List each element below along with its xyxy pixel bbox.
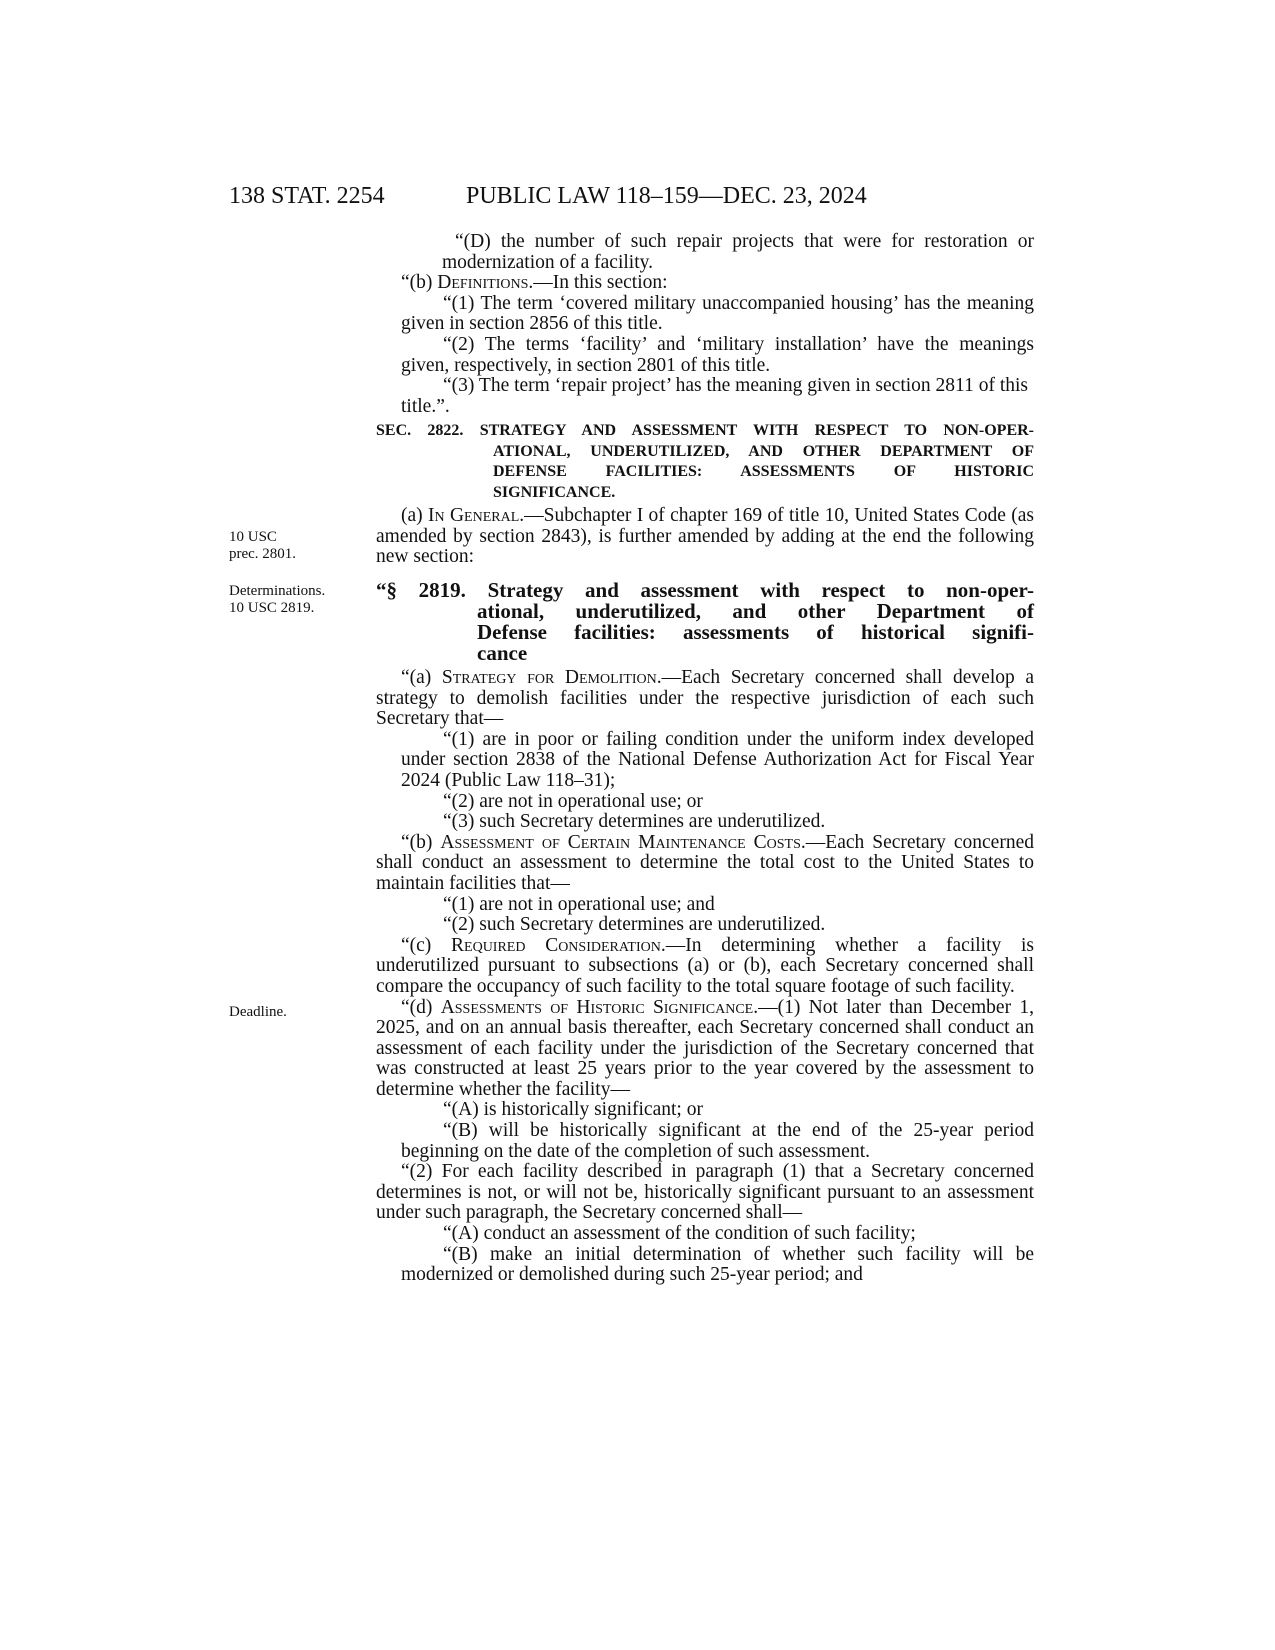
- subsection-b-definitions: [376, 273, 1034, 294]
- section-2819-body: [376, 668, 1034, 1286]
- prior-section-text: [376, 232, 1034, 417]
- margin-usc-line1: 10 USC: [229, 529, 277, 545]
- subsection-d-A: “(A) is historically significant; or: [443, 1099, 703, 1121]
- subsection-a-2: “(2) are not in operational use; or: [443, 790, 703, 812]
- definition-2: “(2) The terms ‘facility’ and ‘military installation’ have the meanings given, respectively, in section 2801 of this title.: [401, 333, 1034, 376]
- subsection-b-2: “(2) such Secretary determines are underutilized.: [443, 914, 826, 936]
- subsection-d-2-A: “(A) conduct an assessment of the condition of such facility;: [443, 1223, 916, 1245]
- rest-sub-a: .—Each Secretary concerned shall develop a strategy to demolish facilities under the respective jurisdiction of each such Secretary that—: [376, 667, 1034, 730]
- open-b: “(b): [401, 272, 438, 294]
- section-2819-heading: [376, 580, 1034, 664]
- s2819-line1: “§ 2819. Strategy and assessment with respect to non-oper-: [376, 578, 1034, 602]
- heading-definitions: Definitions: [437, 272, 529, 294]
- section-2822-heading: [376, 421, 1034, 503]
- page-stat-number: 138 STAT. 2254: [229, 183, 385, 209]
- item-d: “(D) the number of such repair projects that were for restoration or modernization of a facility.: [442, 231, 1034, 273]
- open-sub-d: “(d): [401, 996, 441, 1018]
- heading-maintenance-costs: Assessment of Certain Maintenance Costs: [440, 831, 801, 853]
- heading-in-general: In General: [428, 505, 520, 526]
- sec-heading-line2: ATIONAL, UNDERUTILIZED, AND OTHER DEPARTMENT OF: [493, 442, 1034, 460]
- subsection-a-1: “(1) are in poor or failing condition under the uniform index developed under section 2838 of the National Defense Authorization Act for Fiscal Year 2024 (Public Law 118–31);: [401, 728, 1034, 791]
- subsection-b-1: “(1) are not in operational use; and: [443, 893, 715, 915]
- subsection-d-B: “(B) will be historically significant at the end of the 25-year period beginning on the date of the completion of such assessment.: [401, 1120, 1034, 1162]
- s2819-line3: Defense facilities: assessments of historical signifi-: [477, 620, 1034, 644]
- in-general-paragraph: [376, 506, 1034, 568]
- subsection-b: [376, 833, 1034, 895]
- sec-heading-line1: SEC. 2822. STRATEGY AND ASSESSMENT WITH RESPECT TO NON-OPER-: [376, 422, 1034, 439]
- rest-sub-c: .—In determining whether a facility is underutilized pursuant to subsections (a) or (b), each Secretary concerned shall compare the occupancy of such facility to the total square footage of such facility.: [376, 934, 1034, 997]
- open-sub-c: “(c): [401, 934, 452, 956]
- subsection-c: [376, 936, 1034, 998]
- sec-heading-line4: SIGNIFICANCE.: [493, 483, 616, 501]
- subsection-a-3: “(3) such Secretary determines are underutilized.: [443, 811, 826, 833]
- rest-b: .—In this section:: [528, 272, 668, 294]
- s2819-line4: cance: [477, 641, 528, 665]
- in-general-text: [376, 506, 1034, 568]
- heading-strategy-demolition: Strategy for Demolition: [441, 667, 657, 688]
- margin-usc-line2: prec. 2801.: [229, 546, 297, 562]
- subsection-d-2-B: “(B) make an initial determination of whether such facility will be modernized or demolished during such 25-year period; and: [401, 1243, 1034, 1286]
- rest-sub-b: .—Each Secretary concerned shall conduct an assessment to determine the total cost to the United States to maintain facilities that—: [376, 831, 1034, 894]
- subsection-d-2: “(2) For each facility described in paragraph (1) that a Secretary concerned determines is not, or will not be, historically significant pursuant to an assessment under such paragraph, the Secretary concerned shall—: [376, 1161, 1034, 1224]
- definition-1: “(1) The term ‘covered military unaccompanied housing’ has the meaning given in section 2856 of this title.: [401, 292, 1034, 335]
- subsection-a: [376, 668, 1034, 730]
- subsection-d: [376, 998, 1034, 1101]
- margin-determinations: Determinations.: [229, 583, 326, 599]
- sec-heading-line3: DEFENSE FACILITIES: ASSESSMENTS OF HISTORIC: [493, 463, 1034, 481]
- definition-3: “(3) The term ‘repair project’ has the meaning given in section 2811 of this title.”.: [401, 375, 1028, 417]
- rest-a: .—Subchapter I of chapter 169 of title 10, United States Code (as amended by section 2843), is further amended by adding at the end the following new section:: [376, 505, 1034, 568]
- heading-required-consideration: Required Consideration: [451, 934, 661, 956]
- margin-note-deadline: Deadline.: [229, 1004, 287, 1020]
- s2819-line2: ational, underutilized, and other Department of: [477, 599, 1034, 623]
- page-running-head: PUBLIC LAW 118–159—DEC. 23, 2024: [466, 183, 867, 209]
- rest-sub-d: .—(1) Not later than December 1, 2025, and on an annual basis thereafter, each Secretary concerned shall conduct an assessment of each facility under the jurisdiction of the Secretary concerned that was constructed at least 25 years prior to the year covered by the assessment to determine whether the facility—: [376, 996, 1034, 1100]
- margin-note-usc-prec: [229, 529, 296, 563]
- heading-historic-significance: Assessments of Historic Significance: [440, 996, 754, 1018]
- open-sub-a: “(a): [401, 667, 442, 688]
- open-sub-b: “(b): [401, 831, 441, 853]
- open-a: (a): [401, 505, 428, 526]
- margin-usc-2819: 10 USC 2819.: [229, 600, 315, 616]
- margin-note-determinations: [229, 583, 325, 617]
